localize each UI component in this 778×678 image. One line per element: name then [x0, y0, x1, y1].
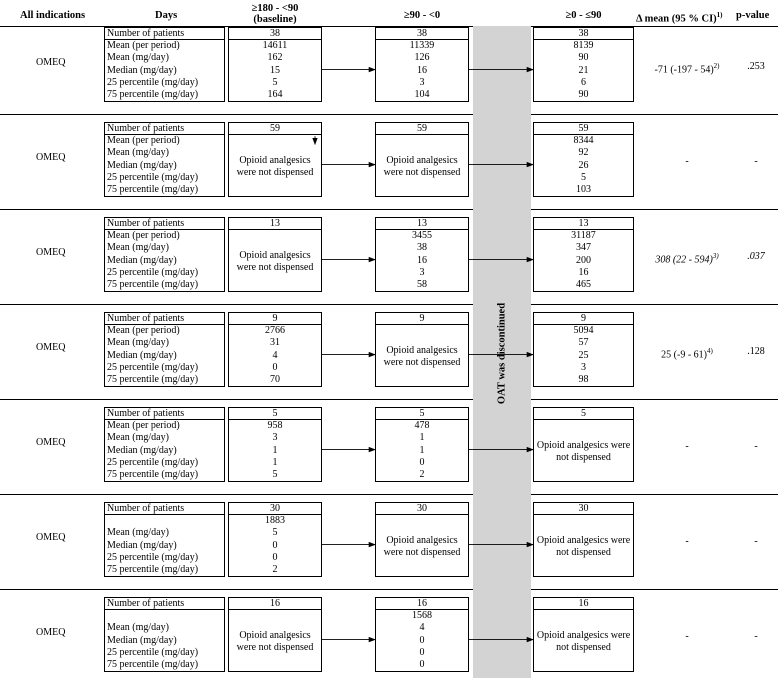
header-period1-baseline: (baseline)	[253, 14, 297, 25]
period-value: 92	[578, 147, 589, 159]
days-row-label: Number of patients	[107, 28, 185, 39]
period-value: 1568	[412, 610, 432, 622]
not-dispensed-note: not dispensed	[556, 642, 611, 654]
delta-mean-text: -	[685, 440, 689, 452]
patient-count: 38	[270, 28, 280, 39]
period-value: 5	[272, 76, 278, 88]
period-value: 3455	[412, 230, 432, 242]
period-value: 16	[417, 64, 427, 76]
patient-count: 5	[419, 408, 425, 419]
days-row-label: 25 percentile (mg/day)	[107, 361, 199, 373]
period-value: 90	[578, 89, 589, 100]
patient-count: 16	[417, 598, 427, 609]
period-value: 98	[578, 374, 589, 385]
period-value: 200	[576, 254, 591, 266]
period-value: 0	[419, 634, 425, 646]
days-row-label: Number of patients	[107, 218, 185, 229]
days-row-label: Median (mg/day)	[107, 64, 177, 76]
days-row-label: Mean (per period)	[107, 230, 180, 242]
period-value: 1	[419, 432, 425, 444]
not-dispensed-note: were not dispensed	[383, 547, 461, 559]
p-value: .128	[747, 345, 765, 357]
period-value: 16	[578, 266, 589, 278]
delta-mean-text: -	[685, 535, 689, 547]
period-value: 0	[272, 361, 278, 373]
period-value: 2766	[265, 325, 285, 337]
p-value: -	[754, 630, 758, 642]
indication-label: OMEQ	[36, 342, 66, 353]
period-value: 5	[272, 469, 278, 480]
p-value: -	[754, 155, 758, 167]
header-days: Days	[155, 10, 178, 21]
days-row-label: 75 percentile (mg/day)	[107, 279, 199, 290]
patient-count: 30	[270, 503, 280, 514]
indication-label: OMEQ	[36, 57, 66, 68]
days-row-label: 25 percentile (mg/day)	[107, 456, 199, 468]
days-row-label: 75 percentile (mg/day)	[107, 659, 199, 670]
delta-mean-text: 308 (22 - 594)	[655, 253, 713, 265]
days-row-label: Mean (mg/day)	[107, 337, 169, 349]
period-value: 347	[576, 242, 591, 254]
header-delta-footnote: 1)	[716, 11, 723, 19]
period-value: 90	[578, 52, 589, 64]
days-row-label: 25 percentile (mg/day)	[107, 76, 199, 88]
patient-count: 13	[578, 218, 589, 229]
period-value: 3	[272, 432, 278, 444]
patient-count: 9	[272, 313, 278, 324]
days-row-label: Number of patients	[107, 598, 185, 609]
days-row-label: Number of patients	[107, 408, 185, 419]
delta-mean-text: -	[685, 155, 689, 167]
header-period3: ≥0 - ≤90	[565, 10, 602, 21]
days-row-label: Mean (per period)	[107, 420, 180, 432]
period-value: 21	[578, 64, 589, 76]
days-row-label: Median (mg/day)	[107, 444, 177, 456]
patient-count: 38	[417, 28, 427, 39]
delta-footnote: 2)	[713, 61, 720, 70]
period-value: 2	[272, 564, 278, 575]
p-value: .037	[747, 250, 765, 262]
header-delta-text: Δ mean (95 % CI)	[636, 13, 717, 25]
period-value: 162	[267, 52, 283, 64]
days-row-label: Number of patients	[107, 503, 185, 514]
period-value: 0	[272, 551, 278, 563]
period-value: 4	[272, 349, 278, 361]
days-row-label: 25 percentile (mg/day)	[107, 171, 199, 183]
days-row-label: 25 percentile (mg/day)	[107, 551, 199, 563]
days-row-label: Mean (mg/day)	[107, 622, 169, 634]
p-value: -	[754, 440, 758, 452]
days-row-label: Mean (mg/day)	[107, 242, 169, 254]
days-row-label: 75 percentile (mg/day)	[107, 89, 199, 100]
period-value: 70	[270, 374, 280, 385]
days-row-label: Median (mg/day)	[107, 539, 177, 551]
days-row-label: Number of patients	[107, 123, 185, 134]
period-value: 2	[419, 469, 425, 480]
period-value: 3	[419, 76, 425, 88]
period-value: 126	[414, 52, 430, 64]
header-all-indications: All indications	[20, 10, 86, 21]
period-value: 8344	[573, 135, 594, 147]
not-dispensed-note: Opioid analgesics	[239, 154, 311, 166]
period-value: 1	[272, 456, 278, 468]
not-dispensed-note: Opioid analgesics were	[536, 439, 631, 451]
days-row-label: Median (mg/day)	[107, 349, 177, 361]
not-dispensed-note: Opioid analgesics	[386, 344, 458, 356]
period-value: 103	[576, 184, 591, 195]
patient-count: 5	[272, 408, 278, 419]
days-row-label: Mean (per period)	[107, 135, 180, 147]
period-value: 58	[417, 279, 427, 290]
period-value: 5	[272, 527, 278, 539]
period-value: 0	[272, 539, 278, 551]
days-row-label: Mean (mg/day)	[107, 52, 169, 64]
not-dispensed-note: not dispensed	[556, 547, 611, 559]
not-dispensed-note: not dispensed	[556, 452, 611, 464]
not-dispensed-note: were not dispensed	[236, 642, 314, 654]
patient-count: 9	[581, 313, 586, 324]
delta-mean-text: -71 (-197 - 54)	[654, 63, 714, 75]
patient-count: 30	[578, 503, 589, 514]
days-row-label: Mean (mg/day)	[107, 147, 169, 159]
patient-count: 16	[270, 598, 280, 609]
delta-footnote: 3)	[712, 251, 719, 260]
not-dispensed-note: were not dispensed	[383, 357, 461, 369]
not-dispensed-note: were not dispensed	[236, 167, 314, 179]
period-value: 57	[578, 337, 589, 349]
period-value: 164	[267, 89, 283, 100]
p-value: -	[754, 535, 758, 547]
patient-count: 30	[417, 503, 427, 514]
p-value: .253	[747, 60, 765, 72]
patient-count: 59	[417, 123, 427, 134]
period-value: 3	[581, 361, 586, 373]
days-row-label: Median (mg/day)	[107, 634, 177, 646]
delta-footnote: 4)	[706, 346, 713, 355]
not-dispensed-note: Opioid analgesics	[386, 534, 458, 546]
period-value: 6	[581, 76, 586, 88]
indication-label: OMEQ	[36, 627, 66, 638]
days-row-label: Mean (per period)	[107, 325, 180, 337]
days-row-label: Mean (mg/day)	[107, 432, 169, 444]
days-row-label: Mean (mg/day)	[107, 527, 169, 539]
not-dispensed-note: Opioid analgesics	[386, 154, 458, 166]
patient-count: 38	[578, 28, 589, 39]
period-value: 8139	[573, 40, 594, 52]
period-value: 0	[419, 659, 425, 670]
period-value: 104	[414, 89, 430, 100]
period-value: 15	[270, 64, 280, 76]
not-dispensed-note: Opioid analgesics were	[536, 629, 631, 641]
period-value: 38	[417, 242, 427, 254]
days-row-label: 75 percentile (mg/day)	[107, 184, 199, 195]
patient-count: 5	[581, 408, 586, 419]
days-row-label: 75 percentile (mg/day)	[107, 564, 199, 575]
days-row-label: 25 percentile (mg/day)	[107, 266, 199, 278]
indication-label: OMEQ	[36, 247, 66, 258]
not-dispensed-note: Opioid analgesics	[239, 629, 311, 641]
period-value: 1	[272, 444, 278, 456]
period-value: 16	[417, 254, 427, 266]
period-value: 31	[270, 337, 280, 349]
not-dispensed-note: were not dispensed	[236, 262, 314, 274]
period-value: 1	[419, 444, 425, 456]
days-row-label: 25 percentile (mg/day)	[107, 646, 199, 658]
period-value: 5094	[573, 325, 594, 337]
not-dispensed-note: Opioid analgesics	[239, 249, 311, 261]
indication-label: OMEQ	[36, 532, 66, 543]
days-row-label: Median (mg/day)	[107, 254, 177, 266]
period-value: 3	[419, 266, 425, 278]
period-value: 0	[419, 456, 425, 468]
period-value: 14611	[262, 40, 288, 52]
period-value: 11339	[409, 40, 435, 52]
period-value: 31187	[571, 230, 596, 242]
period-value: 4	[419, 622, 425, 634]
patient-count: 13	[417, 218, 427, 229]
patient-count: 59	[270, 123, 280, 134]
days-row-label: 75 percentile (mg/day)	[107, 469, 199, 480]
not-dispensed-note: Opioid analgesics were	[536, 534, 631, 546]
period-value: 5	[581, 171, 586, 183]
patient-count: 16	[578, 598, 589, 609]
period-value: 25	[578, 349, 589, 361]
days-row-label: 75 percentile (mg/day)	[107, 374, 199, 385]
indication-label: OMEQ	[36, 152, 66, 163]
patient-count: 9	[419, 313, 425, 324]
delta-mean-text: 25 (-9 - 61)	[661, 348, 707, 360]
days-row-label: Mean (per period)	[107, 40, 180, 52]
period-value: 958	[267, 420, 283, 432]
header-p-value: p-value	[736, 10, 770, 21]
period-value: 1883	[265, 515, 285, 527]
period-value: 478	[414, 420, 430, 432]
not-dispensed-note: were not dispensed	[383, 167, 461, 179]
days-row-label: Median (mg/day)	[107, 159, 177, 171]
patient-count: 59	[578, 123, 589, 134]
header-period1: ≥180 - <90	[251, 3, 299, 14]
oat-discontinued-label: OAT was discontinued	[496, 302, 508, 405]
period-value: 465	[576, 279, 591, 290]
period-value: 0	[419, 646, 425, 658]
patient-count: 13	[270, 218, 280, 229]
delta-mean-text: -	[685, 630, 689, 642]
days-row-label: Number of patients	[107, 313, 185, 324]
header-period2: ≥90 - <0	[403, 10, 441, 21]
period-value: 26	[578, 159, 589, 171]
indication-label: OMEQ	[36, 437, 66, 448]
